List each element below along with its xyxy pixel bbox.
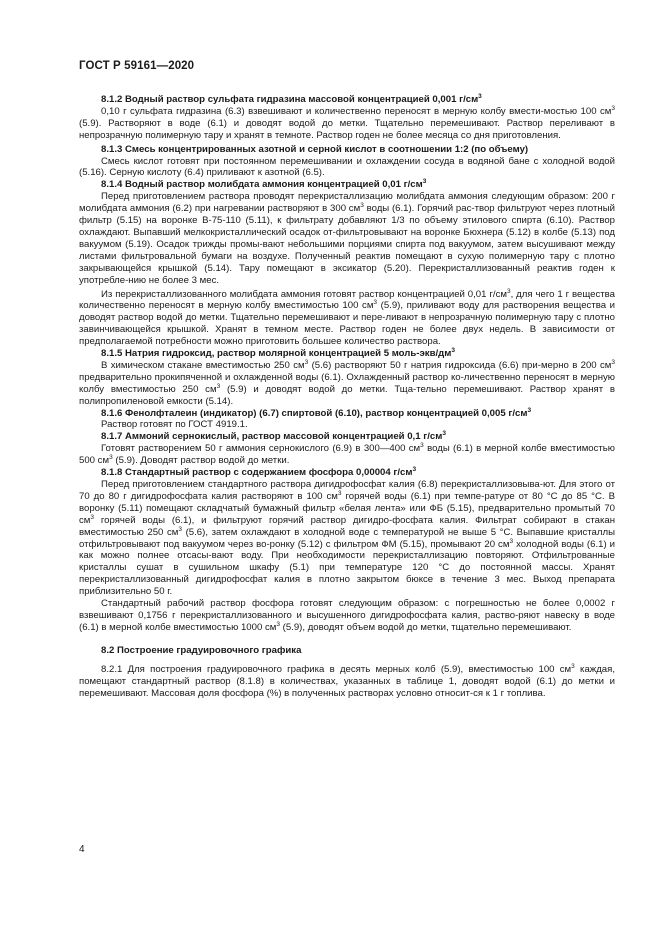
- section-8-1-8-paragraph-1: Перед приготовлением стандартного раствора дигидрофосфат калия (6.8) перекристаллизовыва-ют. Для этого от 70 до 80 г дигидрофосфата калия растворяют в 100 $см^3$ горячей воды (6.1) при темпе-ратуре от 80 °С до 85 °С. В воронку (5.11) помещают складчатый бумажный фильтр «белая лента» или ФБ (5.15), предварительно промытый 70 $см^3$ горячей воды (6.1), и фильтруют горячий раствор дигидро-фосфата калия. Фильтрат собирают в стакан вместимостью 250 $см^3$ (5.6), затем охлаждают в холодной воде с температурой не выше 5 °С. Выпавшие кристаллы отфильтровывают под вакуумом через во-ронку (5.12) с фильтром ФМ (5.15), промывают 20 $см^3$ холодной воды (6.1) и как можно полнее отсасы-вают воду. При необходимости перекристаллизацию повторяют. Отфильтрованные кристаллы сушат в сушильном шкафу (5.1) при температуре 120 °С до постоянной массы. Хранят перекристаллизованный дигидрофосфат калия в плотно закрытом бюксе в течение 3 мес. Выход препарата приблизительно 50 г.: [79, 479, 615, 598]
- section-8-1-4-title: 8.1.4 Водный раствор молибдата аммония концентрацией 0,01 $г/см^3$: [101, 178, 427, 191]
- section-8-1-5-paragraph: В химическом стакане вместимостью 250 $см^3$ (5.6) растворяют 50 г натрия гидроксида (6.6) при-мерно в 200 $см^3$ предварительно прокипяченной и охлажденной воды (6.1). Охлажденный раствор ко-личественно переносят в мерную колбу вместимостью 250 $см^3$ (5.9) и доводят водой до метки. Тща-тельно перемешивают. Раствор хранят в полипропиленовой емкости (5.14).: [79, 358, 616, 407]
- section-8-2-1-paragraph: 8.2.1 Для построения градуировочного графика в десять мерных колб (5.9), вместимостью 100 $см^3$ каждая, помещают стандартный раствор (8.1.8) в количествах, указанных в таблице 1, доводят водой (6.1) до метки и перемешивают. Массовая доля фосфора (%) в полученных растворах условно относит-ся к 1 г топлива.: [79, 662, 615, 699]
- section-8-1-2-paragraph: 0,10 г сульфата гидразина (6.3) взвешивают и количественно переносят в мерную колбу вмести-мостью 100 $см^3$ (5.9). Растворяют в воде (6.1) и доводят водой до метки. Тщательно перемешивают. Раствор переливают в непрозрачную полимерную тару и хранят в темноте. Раствор годен не более месяца со дня приготовления.: [79, 104, 615, 141]
- section-8-1-2-title: 8.1.2 Водный раствор сульфата гидразина массовой концентрацией 0,001 $г/см^3$: [101, 92, 482, 105]
- section-8-1-4-paragraph-1: Перед приготовлением раствора проводят перекристаллизацию молибдата аммония следующим образом: 200 г молибдата аммония (6.2) при нагревании растворяют в 300 $см^3$ воды (6.1). Горячий рас-твор фильтруют через плотный фильтр (5.15) на воронке В-75-110 (5.11), к фильтрату добавляют 1/3 по объему этилового спирта (6.10). Раствор охлаждают. Выпавший мелкокристаллический осадок от-фильтровывают на воронке Бюхнера (5.12) в колбе (5.13) под вакуумом (5.19). Осадок трижды промы-вают небольшими порциями спирта под вакуумом, затем высушивают между листами фильтровальной бумаги на воздухе. Полученный реактив помещают в сухую полимерную тару с плотно закрывающейся крышкой (5.14). Тару помещают в эксикатор (5.20). Перекристаллизованный реактив годен к употребле-нию не более 3 мес.: [79, 191, 615, 286]
- section-8-2-title: 8.2 Построение градуировочного графика: [101, 644, 302, 656]
- page-number: 4: [79, 844, 85, 855]
- section-8-1-7-paragraph: Готовят растворением 50 г аммония сернокислого (6.9) в 300—400 $см^3$ воды (6.1) в мерной колбе вместимостью 500 $см^3$ (5.9). Доводят раствор водой до метки.: [79, 442, 616, 467]
- section-8-1-3-title: 8.1.3 Смесь концентрированных азотной и серной кислот в соотношении 1:2 (по объему): [101, 143, 529, 155]
- section-8-1-3-paragraph: Смесь кислот готовят при постоянном перемешивании и охлаждении сосуда в водяной бане с холодной водой (5.16). Серную кислоту (6.4) приливают к азотной (6.5).: [79, 155, 615, 179]
- document-body: [79, 94, 615, 699]
- section-8-1-6-paragraph: Раствор готовят по ГОСТ 4919.1.: [101, 419, 248, 431]
- section-8-1-5-title: 8.1.5 Натрия гидроксид, раствор молярной концентрацией 5 моль-$экв/дм^3$: [101, 346, 455, 360]
- section-8-1-8-paragraph-2: Стандартный рабочий раствор фосфора готовят следующим образом: с погрешностью не более 0,0002 г взвешивают 0,1756 г перекристаллизованного и высушенного дигидрофосфата калия, раство-ряют навеску в воде (6.1) в мерной колбе вместимостью 1000 $см^3$ (5.9), доводят объем водой до метки, тщательно перемешивают.: [79, 598, 615, 633]
- document-header: ГОСТ Р 59161—2020: [79, 60, 195, 72]
- section-8-1-7-title: 8.1.7 Аммоний сернокислый, раствор массовой концентрацией 0,1 $г/см^3$: [101, 430, 446, 443]
- section-8-1-8-title: 8.1.8 Стандартный раствор с содержанием фосфора 0,00004 $г/см^3$: [101, 465, 417, 479]
- section-8-1-4-paragraph-2: Из перекристаллизованного молибдата аммония готовят раствор концентрацией 0,01 $г/см^3$, для чего 1 г вещества количественно переносят в мерную колбу вместимостью 100 $см^3$ (5.9), приливают воду для растворения вещества и доводят раствор водой до метки. Тщательно перемешивают и пере-ливают в непрозрачную полимерную тару с плотно завинчивающейся крышкой. Хранят в темном месте. Раствор годен не более двух недель. В зависимости от предполагаемой потребности можно приготовить большее количество раствора.: [79, 287, 615, 348]
- section-8-1-6-title: 8.1.6 Фенолфталеин (индикатор) (6.7) спиртовой (6.10), раствор концентрацией 0,005 $г/см^3$: [101, 406, 532, 419]
